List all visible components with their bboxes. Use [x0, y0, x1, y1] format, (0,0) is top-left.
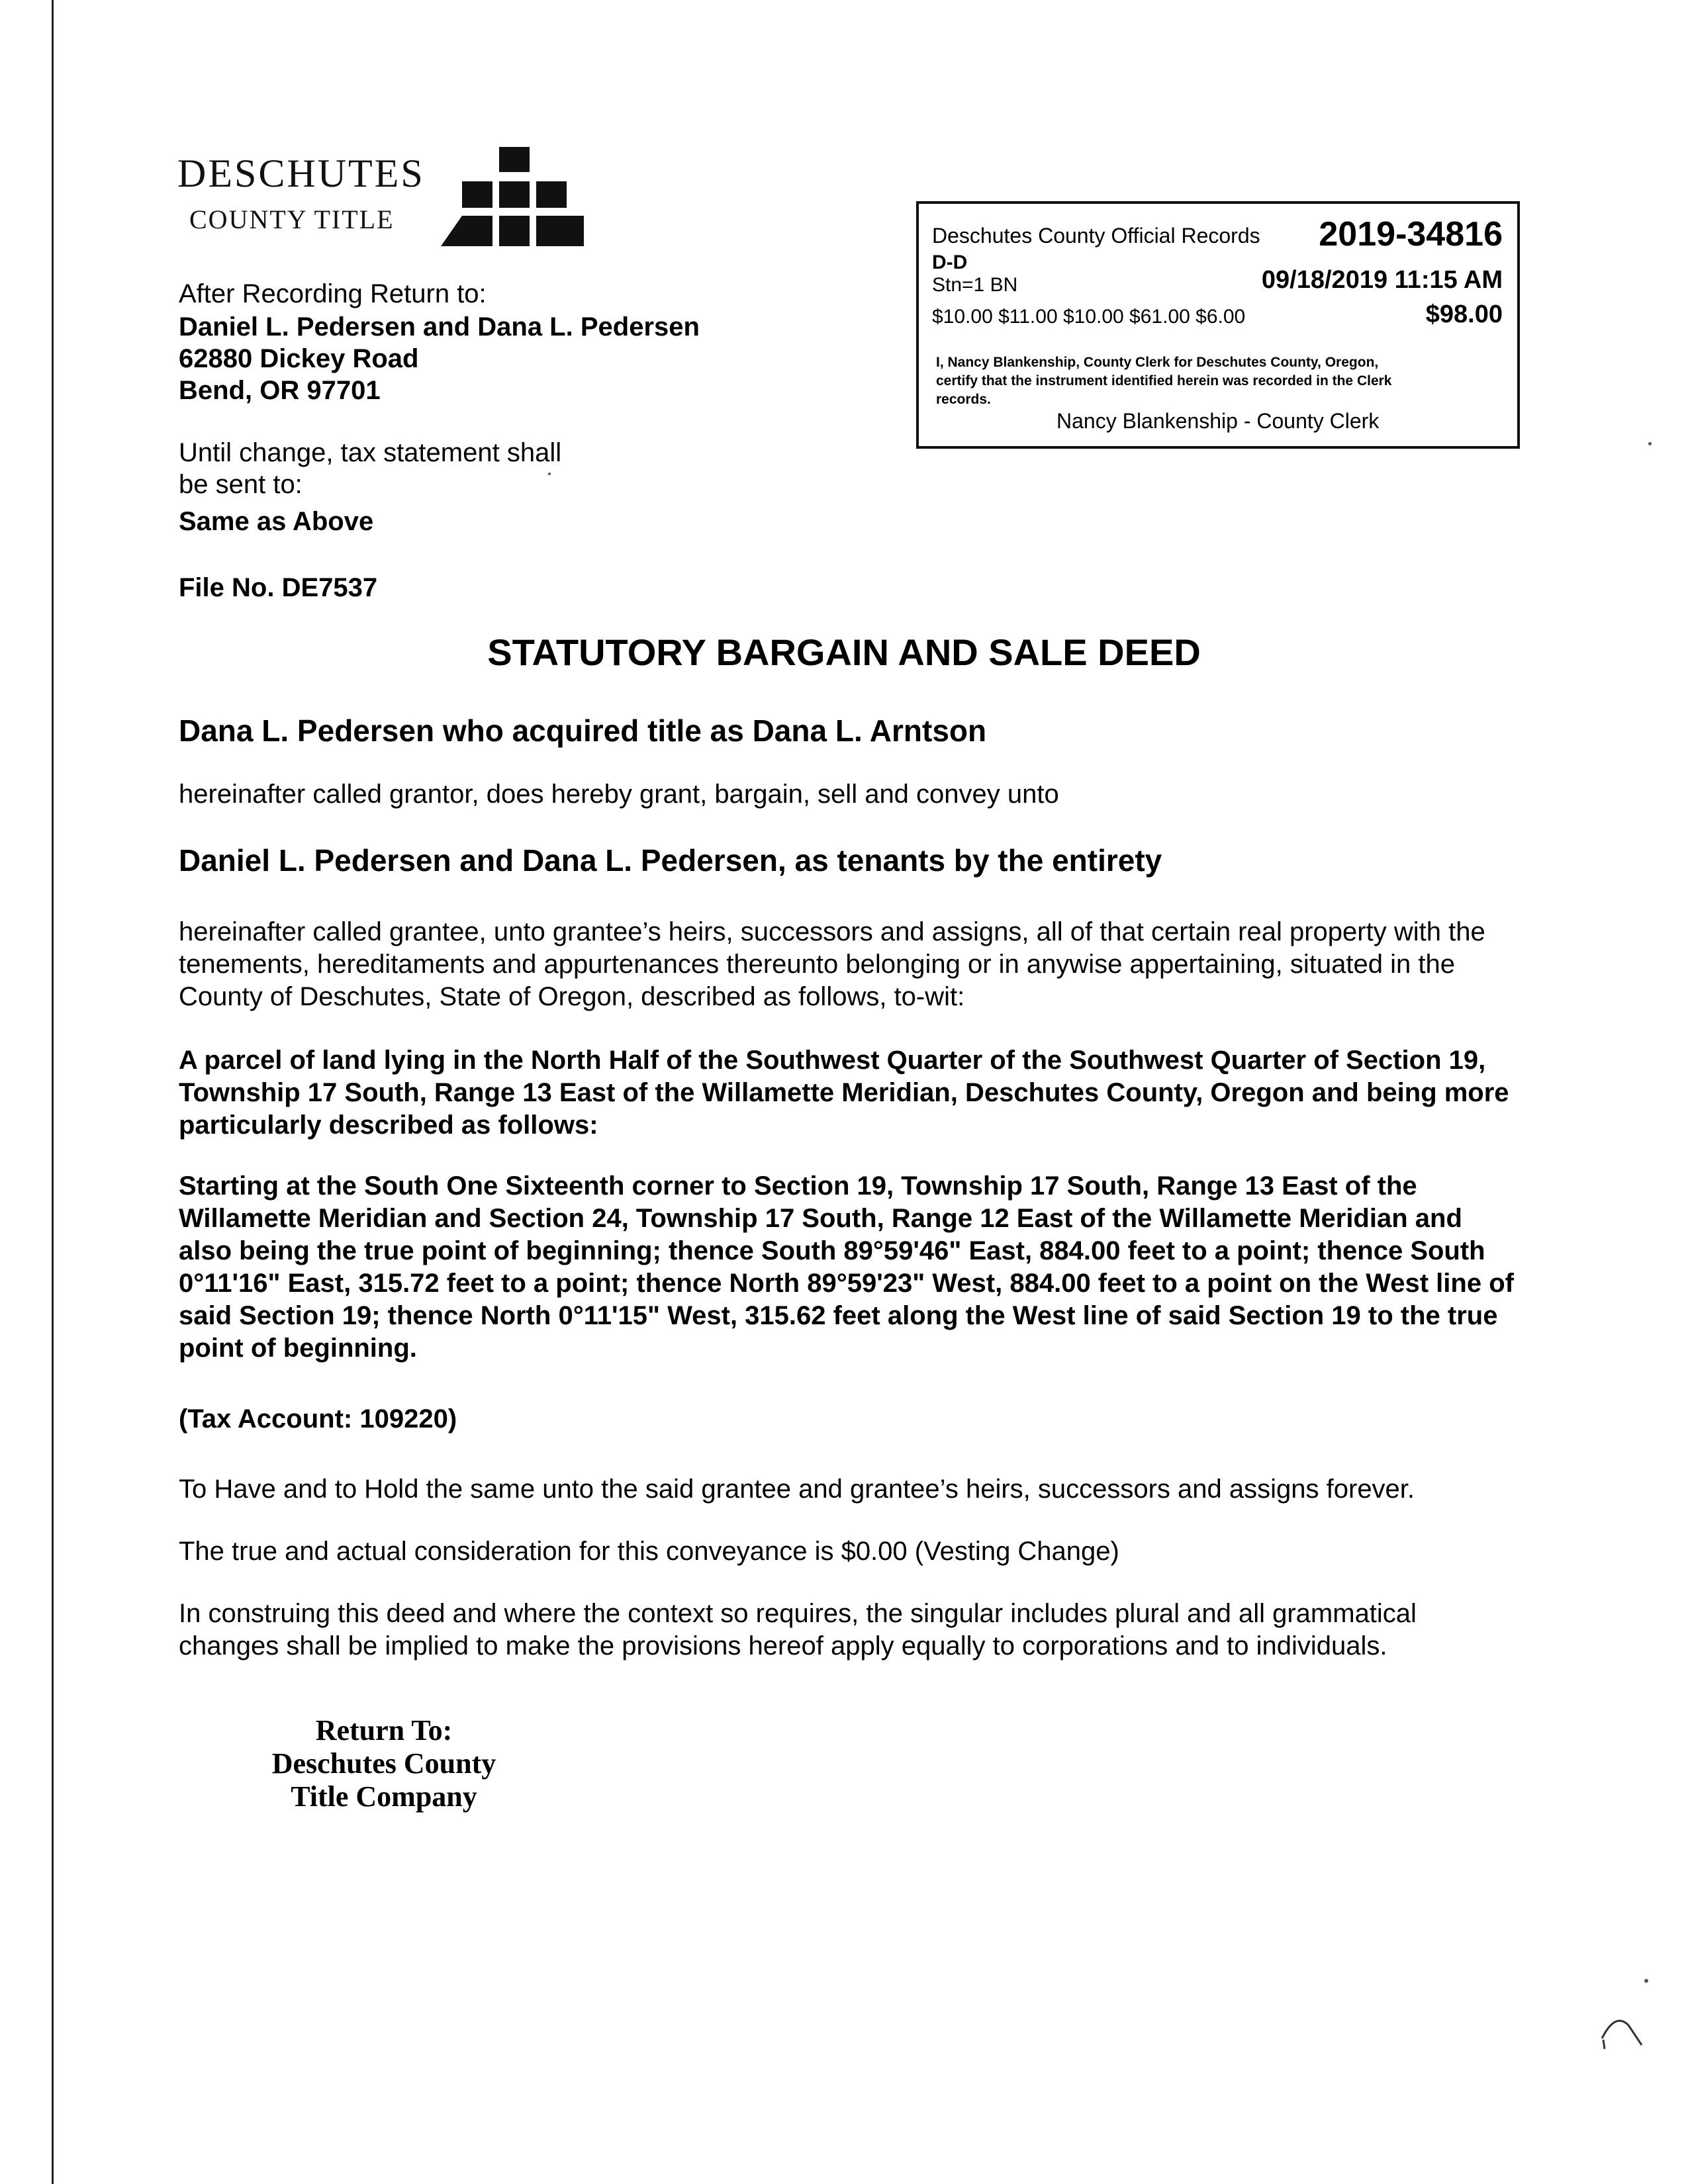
return-to-label: After Recording Return to:	[179, 279, 487, 308]
tax-statement-label-2: be sent to:	[179, 470, 303, 499]
logo-name: DESCHUTES	[177, 152, 425, 195]
recording-total: $98.00	[1425, 300, 1503, 328]
recording-doc-type: D-D	[932, 251, 968, 273]
company-logo	[177, 147, 588, 253]
return-to-stamp-line1: Return To:	[315, 1714, 453, 1747]
logo-blocks-icon	[428, 147, 586, 251]
tax-statement-label-1: Until change, tax statement shall	[179, 438, 562, 467]
recording-fees: $10.00 $11.00 $10.00 $61.00 $6.00	[932, 306, 1246, 328]
tax-statement-value: Same as Above	[179, 507, 374, 536]
return-to-stamp-line2: Deschutes County	[271, 1747, 496, 1780]
file-number: File No. DE7537	[179, 573, 378, 602]
legal-description: Starting at the South One Sixteenth corner to Section 19, Township 17 South, Range 13 East of the Willamette Meridian and Section 24, Township 17 South, Range 12 East of the Willamette Meridian and also being the true point of beginning; thence South 89°59'46" East, 884.00 feet to a point; thence South 0°11'16" East, 315.72 feet to a point; thence North 89°59'23" West, 884.00 feet to a point on the West line of said Section 19; thence North 0°11'15" West, 315.62 feet along the West line of said Section 19 to the true point of beginning.	[179, 1171, 1514, 1363]
tax-account: (Tax Account: 109220)	[179, 1404, 457, 1433]
return-to-name: Daniel L. Pedersen and Dana L. Pedersen	[179, 312, 700, 341]
grantor-name: Dana L. Pedersen who acquired title as Dana L. Arntson	[179, 713, 987, 748]
habendum-clause: To Have and to Hold the same unto the said grantee and grantee’s heirs, successors and assigns forever.	[179, 1475, 1415, 1504]
parcel-description: A parcel of land lying in the North Half of the Southwest Quarter of the Southwest Quarter of Section 19, Township 17 South, Range 13 East of the Willamette Meridian, Deschutes County, Oregon and being more particularly described as follows:	[179, 1046, 1509, 1140]
logo-subname: COUNTY TITLE	[189, 205, 395, 234]
recording-stamp-box	[916, 201, 1520, 449]
clerk-certification-3: records.	[936, 392, 991, 407]
scan-speck	[1648, 442, 1652, 445]
clerk-certification-1: I, Nancy Blankenship, County Clerk for Deschutes County, Oregon,	[936, 355, 1379, 370]
grantee-clause: hereinafter called grantee, unto grantee’s heirs, successors and assigns, all of that certain real property with the tenements, hereditaments and appurtenances thereunto belonging or in anywise appertaining, situated in the County of Deschutes, State of Oregon, described as follows, to-wit:	[179, 917, 1485, 1011]
scan-edge-line	[52, 0, 54, 2184]
construing-clause: In construing this deed and where the context so requires, the singular includes plural and all grammatical changes shall be implied to make the provisions hereof apply equally to corporations and to individuals.	[179, 1599, 1417, 1661]
return-to-address1: 62880 Dickey Road	[179, 344, 419, 373]
scan-speck	[1644, 1979, 1648, 1983]
recording-number: 2019-34816	[1319, 215, 1503, 253]
clerk-name: Nancy Blankenship - County Clerk	[1056, 409, 1380, 433]
scan-mark	[1595, 1999, 1648, 2052]
clerk-certification-2: certify that the instrument identified herein was recorded in the Clerk	[936, 373, 1392, 388]
return-to-stamp-line3: Title Company	[291, 1780, 477, 1813]
recording-station: Stn=1 BN	[932, 274, 1018, 296]
return-to-address2: Bend, OR 97701	[179, 376, 381, 405]
deed-title: STATUTORY BARGAIN AND SALE DEED	[487, 631, 1201, 673]
recording-office: Deschutes County Official Records	[932, 224, 1260, 248]
scan-speck	[548, 473, 551, 475]
grantee-name: Daniel L. Pedersen and Dana L. Pedersen, as tenants by the entirety	[179, 843, 1162, 878]
recording-datetime: 09/18/2019 11:15 AM	[1261, 266, 1503, 294]
consideration-statement: The true and actual consideration for this conveyance is $0.00 (Vesting Change)	[179, 1537, 1119, 1566]
grantor-clause: hereinafter called grantor, does hereby grant, bargain, sell and convey unto	[179, 780, 1059, 809]
